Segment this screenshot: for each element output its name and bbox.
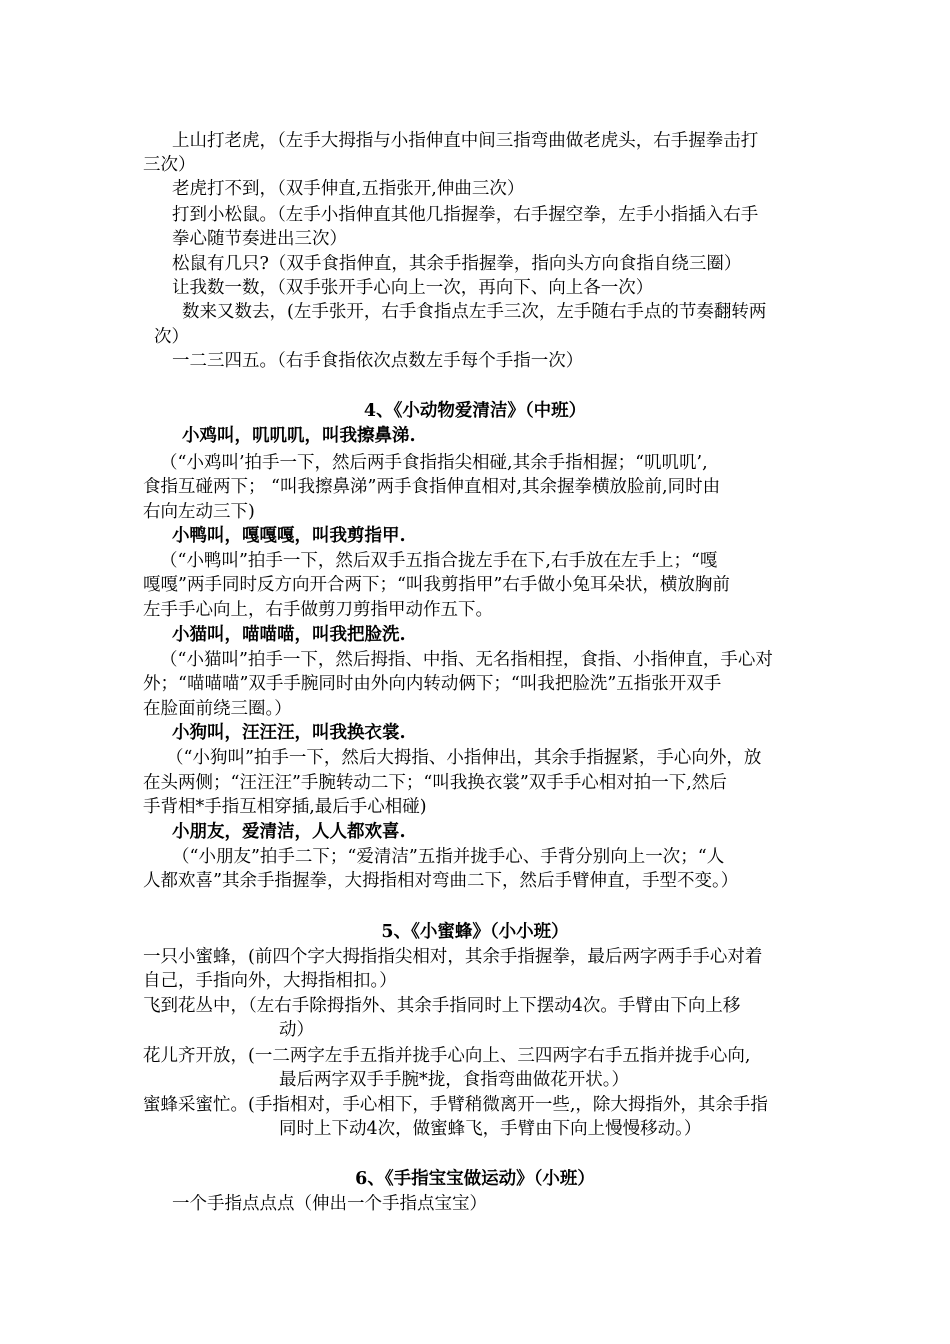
text-line: 一个手指点点点（伸出一个手指点宝宝）	[172, 1194, 487, 1214]
section-title: 6、《手指宝宝做运动》（小班）	[355, 1169, 595, 1189]
text-line: 拳心随节奏进出三次）	[172, 229, 347, 249]
text-line: 同时上下动4次，做蜜蜂飞，手臂由下向上慢慢移动。）	[279, 1119, 702, 1139]
text-line: （“小猫叫”拍手一下，然后拇指、中指、无名指相捏，食指、小指伸直，手心对	[160, 650, 773, 670]
text-line: 让我数一数，（双手张开手心向上一次，再向下、向上各一次）	[172, 278, 654, 298]
text-line: （“小鸡叫’拍手一下，然后两手食指指尖相碰,其余手指相握；“叽叽叽’,	[160, 453, 708, 473]
verse-line: 小鸭叫，嘎嘎嘎，叫我剪指甲.	[172, 526, 406, 546]
verse-line: 小朋友，爱清洁，人人都欢喜.	[172, 822, 406, 842]
text-line: （“小狗叫”拍手一下，然后大拇指、小指伸出，其余手指握紧，手心向外，放	[166, 748, 762, 768]
section-title: 5、《小蜜蜂》（小小班）	[381, 922, 569, 942]
text-line: 花儿齐开放，(一二两字左手五指并拢手心向上、三四两字右手五指并拢手心向,	[143, 1046, 751, 1066]
text-line: （“小鸭叫”拍手一下，然后双手五指合拢左手在下,右手放在左手上；“嘎	[160, 551, 718, 571]
text-line: 老虎打不到，（双手伸直,五指张开,伸曲三次）	[172, 179, 525, 199]
text-line: 次）	[154, 327, 189, 347]
text-line: 在脸面前绕三圈。）	[143, 699, 292, 719]
text-line: 在头两侧；“汪汪汪”手腕转动二下；“叫我换衣裳”双手手心相对拍一下,然后	[143, 773, 727, 793]
text-line: 数来又数去，(左手张开，右手食指点左手三次，左手随右手点的节奏翻转两	[182, 302, 767, 322]
text-line: 一只小蜜蜂，(前四个字大拇指指尖相对，其余手指握拳，最后两字两手手心对着	[143, 947, 763, 967]
text-line: 左手手心向上，右手做剪刀剪指甲动作五下。	[143, 600, 493, 620]
text-line: 三次）	[143, 155, 196, 175]
verse-line: 小鸡叫，叽叽叽，叫我擦鼻涕.	[182, 426, 416, 446]
text-line: （“小朋友”拍手二下；“爱清洁”五指并拢手心、手背分别向上一次；“人	[172, 847, 725, 867]
text-line: 手背相*手指互相穿插,最后手心相碰)	[143, 797, 427, 817]
text-line: 飞到花丛中，（左右手除拇指外、其余手指同时上下摆动4次。手臂由下向上移	[143, 996, 741, 1016]
text-line: 蜜蜂采蜜忙。(手指相对，手心相下，手臂稍微离开一些,，除大拇指外，其余手指	[143, 1095, 768, 1115]
text-line: 最后两字双手手腕*拢，食指弯曲做花开状。）	[279, 1070, 629, 1090]
text-line: 一二三四五。（右手食指依次点数左手每个手指一次）	[172, 351, 584, 371]
section-title: 4、《小动物爱清洁》（中班）	[363, 401, 587, 421]
text-line: 右向左动三下)	[143, 502, 255, 522]
text-line: 嘎嘎”两手同时反方向开合两下；“叫我剪指甲”右手做小兔耳朵状，横放胸前	[143, 575, 730, 595]
text-line: 人都欢喜”其余手指握拳，大拇指相对弯曲二下，然后手臂伸直，手型不变。）	[143, 871, 739, 891]
verse-line: 小猫叫，喵喵喵，叫我把脸洗.	[172, 625, 406, 645]
verse-line: 小狗叫，汪汪汪，叫我换衣裳.	[172, 723, 406, 743]
text-line: 自己，手指向外，大拇指相扣。）	[143, 971, 397, 991]
text-line: 动）	[279, 1020, 314, 1040]
text-line: 食指互碰两下； “叫我擦鼻涕”两手食指伸直相对,其余握拳横放脸前,同时由	[143, 477, 721, 497]
text-line: 外；“喵喵喵”双手手腕同时由外向内转动俩下；“叫我把脸洗”五指张开双手	[143, 674, 722, 694]
text-line: 打到小松鼠。（左手小指伸直其他几指握拳，右手握空拳，左手小指插入右手	[172, 205, 759, 225]
text-line: 松鼠有几只?（双手食指伸直，其余手指握拳，指向头方向食指自绕三圈）	[172, 254, 742, 274]
text-line: 上山打老虎，（左手大拇指与小指伸直中间三指弯曲做老虎头，右手握拳击打	[172, 131, 759, 151]
